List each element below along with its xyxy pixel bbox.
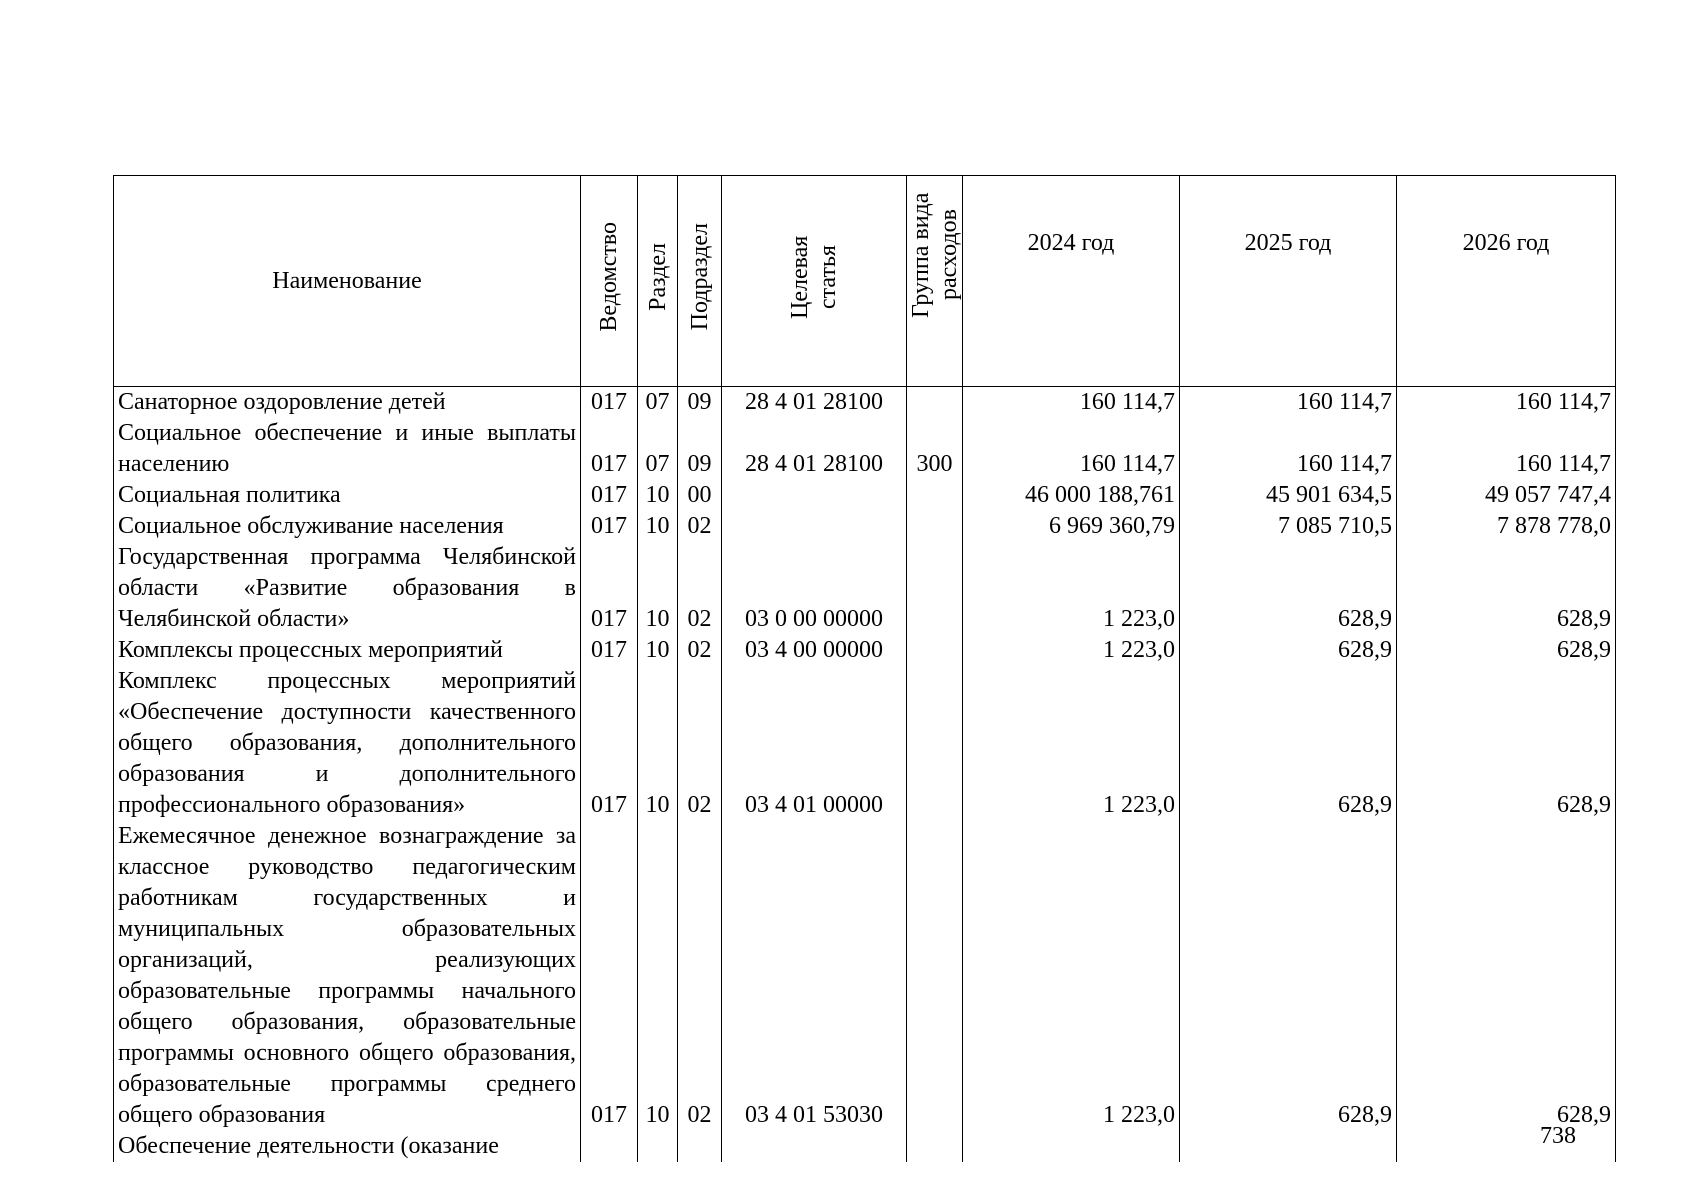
- page-number: 738: [1540, 1123, 1576, 1149]
- table-row: [114, 511, 1616, 542]
- table-row: [114, 387, 1616, 419]
- tselevaya-statya-cell: [722, 480, 907, 511]
- gruppa-cell: 300: [907, 418, 963, 480]
- amount-2025-cell: 7 085 710,5: [1180, 511, 1397, 542]
- razdel-cell: [638, 1131, 678, 1162]
- table-row: [114, 1131, 1616, 1162]
- amount-2026-cell: 160 114,7: [1397, 418, 1616, 480]
- razdel-cell: 10: [638, 666, 678, 821]
- table-row: [114, 666, 1616, 821]
- amount-2024-cell: 1 223,0: [963, 821, 1180, 1131]
- gruppa-cell: [907, 1131, 963, 1162]
- name-cell: Обеспечение деятельности (оказание: [114, 1131, 581, 1162]
- header-tselevaya-statya: Целевая статья: [722, 176, 907, 387]
- razdel-cell: 10: [638, 480, 678, 511]
- podrazdel-cell: 00: [678, 480, 722, 511]
- amount-2024-cell: 160 114,7: [963, 387, 1180, 419]
- header-name: Наименование: [114, 176, 581, 387]
- podrazdel-cell: 09: [678, 387, 722, 419]
- tselevaya-statya-cell: [722, 1131, 907, 1162]
- gruppa-cell: [907, 666, 963, 821]
- header-razdel: Раздел: [638, 176, 678, 387]
- amount-2024-cell: 1 223,0: [963, 542, 1180, 635]
- vedomstvo-cell: 017: [581, 666, 638, 821]
- vedomstvo-cell: 017: [581, 418, 638, 480]
- amount-2026-cell: 628,9: [1397, 542, 1616, 635]
- name-cell: Комплексы процессных мероприятий: [114, 635, 581, 666]
- amount-2026-cell: 628,9: [1397, 821, 1616, 1131]
- amount-2025-cell: [1180, 1131, 1397, 1162]
- tselevaya-statya-cell: 03 0 00 00000: [722, 542, 907, 635]
- razdel-cell: 10: [638, 542, 678, 635]
- amount-2026-cell: 7 878 778,0: [1397, 511, 1616, 542]
- name-cell: Социальная политика: [114, 480, 581, 511]
- podrazdel-cell: 02: [678, 635, 722, 666]
- tselevaya-statya-cell: [722, 511, 907, 542]
- amount-2026-cell: 628,9: [1397, 666, 1616, 821]
- amount-2024-cell: 6 969 360,79: [963, 511, 1180, 542]
- podrazdel-cell: 02: [678, 542, 722, 635]
- table-body: [114, 387, 1616, 1163]
- table-row: [114, 821, 1616, 1131]
- name-cell: Государственная программа Челябинской области «Развитие образования в Челябинской области»: [114, 542, 581, 635]
- vedomstvo-cell: [581, 1131, 638, 1162]
- gruppa-cell: [907, 387, 963, 419]
- amount-2025-cell: 628,9: [1180, 635, 1397, 666]
- vedomstvo-cell: 017: [581, 635, 638, 666]
- vedomstvo-cell: 017: [581, 480, 638, 511]
- vedomstvo-cell: 017: [581, 821, 638, 1131]
- table-row: [114, 635, 1616, 666]
- amount-2024-cell: 160 114,7: [963, 418, 1180, 480]
- razdel-cell: 10: [638, 511, 678, 542]
- podrazdel-cell: 02: [678, 666, 722, 821]
- tselevaya-statya-cell: 03 4 00 00000: [722, 635, 907, 666]
- podrazdel-cell: [678, 1131, 722, 1162]
- header-vedomstvo: Ведомство: [581, 176, 638, 387]
- amount-2025-cell: 160 114,7: [1180, 387, 1397, 419]
- header-podrazdel: Подраздел: [678, 176, 722, 387]
- vedomstvo-cell: 017: [581, 387, 638, 419]
- header-2024: 2024 год: [963, 176, 1180, 387]
- table-row: [114, 542, 1616, 635]
- amount-2025-cell: 160 114,7: [1180, 418, 1397, 480]
- amount-2025-cell: 628,9: [1180, 666, 1397, 821]
- vedomstvo-cell: 017: [581, 542, 638, 635]
- amount-2026-cell: 628,9: [1397, 635, 1616, 666]
- razdel-cell: 07: [638, 387, 678, 419]
- vedomstvo-cell: 017: [581, 511, 638, 542]
- podrazdel-cell: 02: [678, 821, 722, 1131]
- amount-2026-cell: [1397, 1131, 1616, 1162]
- razdel-cell: 10: [638, 821, 678, 1131]
- podrazdel-cell: 02: [678, 511, 722, 542]
- podrazdel-cell: 09: [678, 418, 722, 480]
- header-gruppa-vida-rashodov: Группа вида расходов: [907, 176, 963, 387]
- tselevaya-statya-cell: 28 4 01 28100: [722, 418, 907, 480]
- amount-2024-cell: 1 223,0: [963, 666, 1180, 821]
- amount-2024-cell: [963, 1131, 1180, 1162]
- gruppa-cell: [907, 480, 963, 511]
- header-2026: 2026 год: [1397, 176, 1616, 387]
- name-cell: Санаторное оздоровление детей: [114, 387, 581, 419]
- name-cell: Комплекс процессных мероприятий «Обеспечение доступности качественного общего образования, дополнительного образования и дополнительного профессионального образования»: [114, 666, 581, 821]
- razdel-cell: 10: [638, 635, 678, 666]
- amount-2026-cell: 160 114,7: [1397, 387, 1616, 419]
- tselevaya-statya-cell: 28 4 01 28100: [722, 387, 907, 419]
- amount-2024-cell: 46 000 188,761: [963, 480, 1180, 511]
- table-row: [114, 480, 1616, 511]
- gruppa-cell: [907, 821, 963, 1131]
- gruppa-cell: [907, 635, 963, 666]
- amount-2024-cell: 1 223,0: [963, 635, 1180, 666]
- budget-table: [113, 175, 1616, 1162]
- table-row: [114, 418, 1616, 480]
- gruppa-cell: [907, 542, 963, 635]
- tselevaya-statya-cell: 03 4 01 53030: [722, 821, 907, 1131]
- razdel-cell: 07: [638, 418, 678, 480]
- amount-2025-cell: 628,9: [1180, 542, 1397, 635]
- amount-2026-cell: 49 057 747,4: [1397, 480, 1616, 511]
- header-2025: 2025 год: [1180, 176, 1397, 387]
- name-cell: Социальное обслуживание населения: [114, 511, 581, 542]
- name-cell: Ежемесячное денежное вознаграждение за классное руководство педагогическим работникам государственных и муниципальных образовательных организаций, реализующих образовательные программы начального общего образования, образовательные программы основного общего образования, образовательные программы среднего общего образования: [114, 821, 581, 1131]
- gruppa-cell: [907, 511, 963, 542]
- tselevaya-statya-cell: 03 4 01 00000: [722, 666, 907, 821]
- amount-2025-cell: 628,9: [1180, 821, 1397, 1131]
- amount-2025-cell: 45 901 634,5: [1180, 480, 1397, 511]
- table-header-row: [114, 176, 1616, 387]
- name-cell: Социальное обеспечение и иные выплаты населению: [114, 418, 581, 480]
